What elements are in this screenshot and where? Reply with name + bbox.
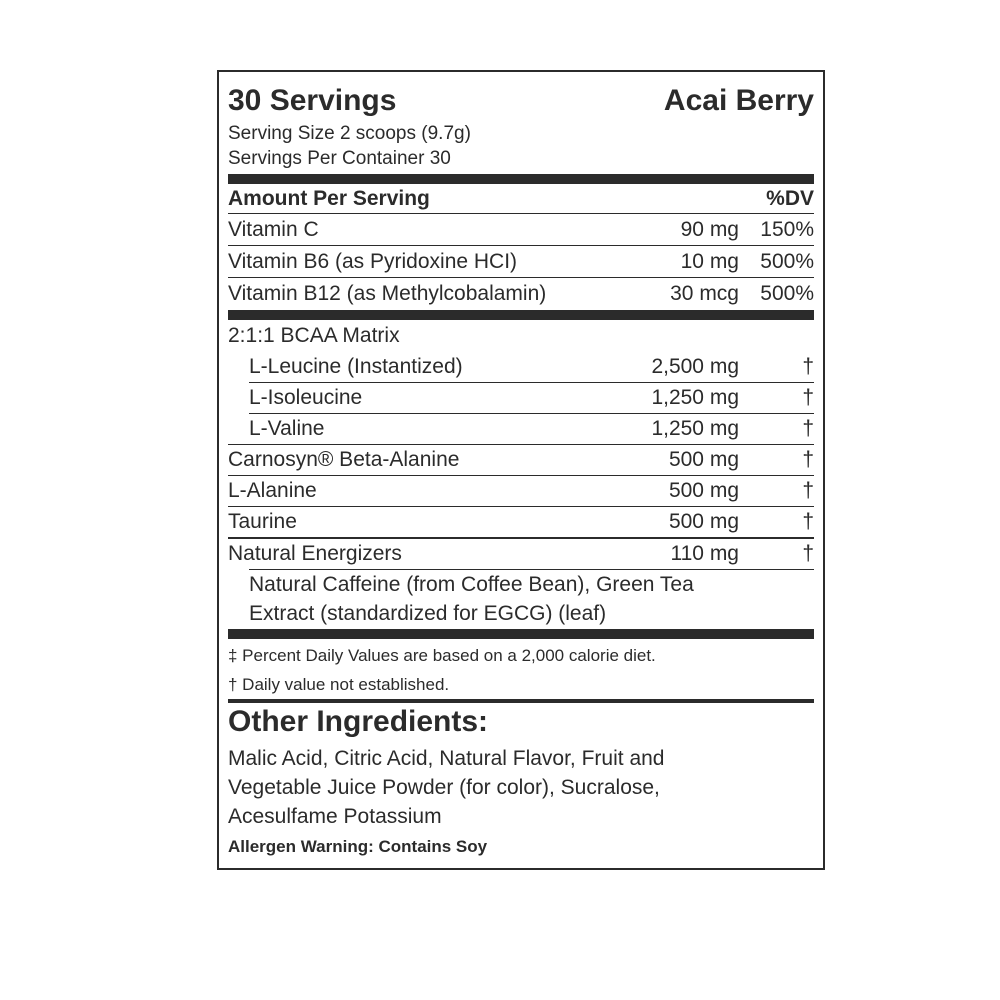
- vitamin-c-dv: 150%: [760, 218, 814, 241]
- thick-divider: [228, 629, 814, 639]
- amount-per-serving-header: Amount Per Serving: [228, 187, 430, 210]
- energizers-detail-line-1: Natural Caffeine (from Coffee Bean), Green Tea: [249, 573, 694, 596]
- l-valine-dv: †: [802, 417, 814, 440]
- natural-energizers-amount: 110 mg: [670, 542, 739, 565]
- divider: [228, 506, 814, 507]
- serving-size: Serving Size 2 scoops (9.7g): [228, 123, 471, 144]
- l-leucine-amount: 2,500 mg: [651, 355, 739, 378]
- divider: [228, 245, 814, 246]
- vitamin-b12-amount: 30 mcg: [670, 282, 739, 305]
- bcaa-matrix-title: 2:1:1 BCAA Matrix: [228, 324, 400, 347]
- label-content: [228, 72, 814, 868]
- divider: [249, 382, 814, 383]
- divider: [249, 413, 814, 414]
- l-leucine-dv: †: [802, 355, 814, 378]
- l-isoleucine-dv: †: [802, 386, 814, 409]
- servings-title: 30 Servings: [228, 84, 397, 117]
- allergen-warning: Allergen Warning: Contains Soy: [228, 837, 488, 856]
- l-isoleucine-name: L-Isoleucine: [249, 386, 363, 409]
- l-alanine-amount: 500 mg: [668, 479, 739, 502]
- other-ingredients-line-3: Acesulfame Potassium: [228, 805, 442, 828]
- not-established-footnote: † Daily value not established.: [228, 675, 450, 694]
- vitamin-b6-name: Vitamin B6 (as Pyridoxine HCI): [228, 250, 518, 273]
- thick-divider: [228, 174, 814, 184]
- l-isoleucine-amount: 1,250 mg: [651, 386, 739, 409]
- energizers-detail-line-2: Extract (standardized for EGCG) (leaf): [249, 602, 607, 625]
- natural-energizers-dv: †: [802, 542, 814, 565]
- l-alanine-dv: †: [802, 479, 814, 502]
- flavor-name: Acai Berry: [663, 84, 814, 117]
- l-valine-amount: 1,250 mg: [651, 417, 739, 440]
- beta-alanine-dv: †: [802, 448, 814, 471]
- divider: [228, 277, 814, 278]
- other-ingredients-line-1: Malic Acid, Citric Acid, Natural Flavor, Fruit and: [228, 747, 665, 770]
- taurine-amount: 500 mg: [668, 510, 739, 533]
- daily-values-footnote: ‡ Percent Daily Values are based on a 2,000 calorie diet.: [228, 646, 656, 665]
- divider: [228, 213, 814, 214]
- vitamin-b6-amount: 10 mg: [680, 250, 739, 273]
- taurine-name: Taurine: [228, 510, 297, 533]
- section-divider: [228, 699, 814, 703]
- l-alanine-name: L-Alanine: [228, 479, 317, 502]
- l-valine-name: L-Valine: [249, 417, 325, 440]
- divider: [228, 444, 814, 445]
- vitamin-c-name: Vitamin C: [228, 218, 319, 241]
- divider: [228, 475, 814, 476]
- vitamin-b12-dv: 500%: [760, 282, 814, 305]
- other-ingredients-title: Other Ingredients:: [228, 705, 489, 738]
- divider: [228, 537, 814, 539]
- beta-alanine-name: Carnosyn® Beta-Alanine: [228, 448, 460, 471]
- vitamin-b12-name: Vitamin B12 (as Methylcobalamin): [228, 282, 547, 305]
- servings-per-container: Servings Per Container 30: [228, 148, 451, 169]
- thick-divider: [228, 310, 814, 320]
- taurine-dv: †: [802, 510, 814, 533]
- l-leucine-name: L-Leucine (Instantized): [249, 355, 463, 378]
- divider: [249, 569, 814, 570]
- natural-energizers-name: Natural Energizers: [228, 542, 402, 565]
- beta-alanine-amount: 500 mg: [668, 448, 739, 471]
- supplement-facts-label: [217, 70, 825, 870]
- dv-header: %DV: [766, 187, 814, 210]
- vitamin-b6-dv: 500%: [760, 250, 814, 273]
- other-ingredients-line-2: Vegetable Juice Powder (for color), Sucralose,: [228, 776, 660, 799]
- vitamin-c-amount: 90 mg: [680, 218, 739, 241]
